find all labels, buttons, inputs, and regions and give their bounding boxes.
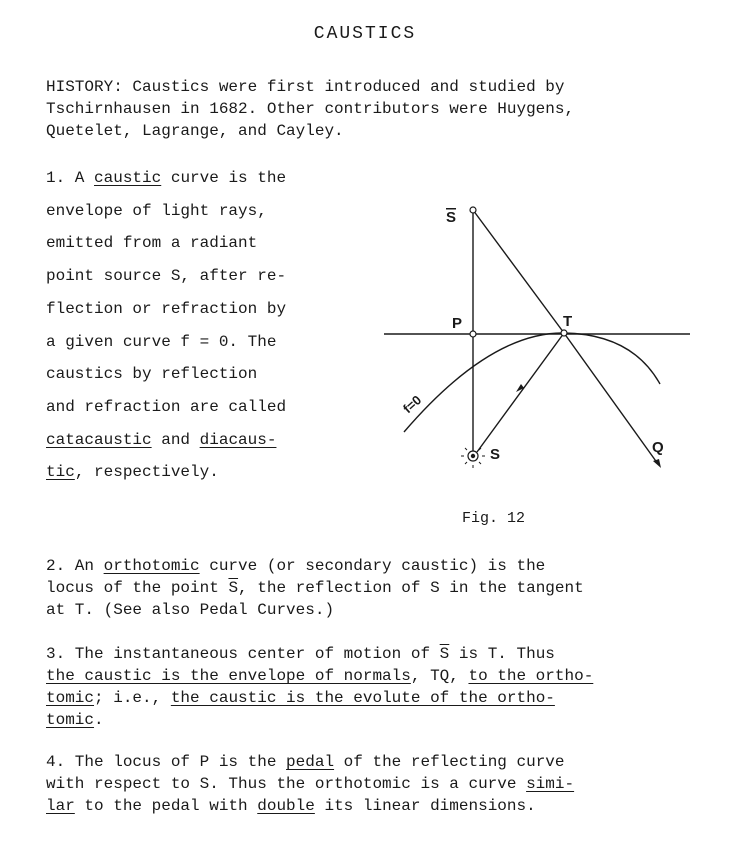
text: and [151,430,200,449]
term-pedal: pedal [286,753,335,771]
reflected-ray [564,333,658,464]
point-sbar [470,207,476,213]
term-orthotomic: orthotomic [103,557,200,575]
point-p [470,331,476,337]
text: locus of the point [46,579,229,597]
text: ; i.e., [94,689,171,707]
text: 2. An [46,557,104,575]
text: , the reflection of S in the tangent [238,579,584,597]
incident-ray [477,333,564,452]
text: at T. (See also Pedal Curves.) [46,601,335,619]
text: , TQ, [410,667,469,685]
label-q: Q [652,439,664,456]
reflected-arrow [653,459,661,468]
underlined-text: tomic [46,689,95,707]
reflecting-curve [404,333,660,432]
label-p: P [452,315,463,332]
text: caustics by reflection [46,365,258,384]
text: 1. A [46,169,95,187]
underlined-text: tomic [46,711,95,729]
label-sbar: S [446,209,457,226]
paragraph-4 [46,751,574,817]
text: is T. Thus [449,645,555,663]
label-s: S [490,446,501,463]
text: , respectively. [74,463,219,482]
term-double: double [257,797,315,815]
term-diacaustic-end: tic [46,463,75,482]
history-line: Quetelet, Lagrange, and Cayley. [46,122,344,140]
paragraph-1 [46,162,346,489]
text: of the reflecting curve [334,753,565,771]
text: its linear dimensions. [314,797,536,815]
underlined-text: the caustic is the evolute of the ortho- [170,689,555,707]
symbol-sbar: $\overline{S}$ [439,645,450,663]
text: . [94,711,104,729]
line-sbar-t [473,210,564,333]
text: curve is the [161,169,287,187]
caustic-diagram [370,182,700,482]
term-caustic: caustic [94,169,162,187]
term-similar: simi- [526,775,575,793]
label-t: T [563,313,573,330]
figure-caption: Fig. 12 [462,510,526,527]
figure-12 [370,182,700,482]
text: 4. The locus of P is the [46,753,287,771]
incident-arrow [516,384,524,392]
history-line: HISTORY: Caustics were first introduced and studied by [46,78,565,96]
text: to the pedal with [74,797,258,815]
history-line: Tschirnhausen in 1682. Other contributors were Huygens, [46,100,575,118]
term-catacaustic: catacaustic [46,430,152,449]
text: curve (or secondary caustic) is the [199,557,546,575]
text: flection or refraction by [46,299,287,318]
text: 3. The instantaneous center of motion of [46,645,440,663]
paragraph-2 [46,555,584,621]
text: point source S, after re- [46,267,287,286]
term-similar-end: lar [46,797,75,815]
page-title: CAUSTICS [313,24,417,44]
label-f: f=0 [399,392,425,417]
text: with respect to S. Thus the orthotomic is a curve [46,775,527,793]
text: emitted from a radiant [46,234,258,253]
point-t [561,330,567,336]
text: envelope of light rays, [46,201,267,220]
text: and refraction are called [46,397,287,416]
paragraph-3 [46,643,593,731]
text: a given curve f = 0. The [46,332,277,351]
underlined-text: the caustic is the envelope of normals [46,667,411,685]
symbol-sbar: $\overline{S}$ [228,579,239,597]
history-paragraph [46,76,696,142]
term-diacaustic: diacaus- [199,430,277,449]
underlined-text: to the ortho- [468,667,594,685]
